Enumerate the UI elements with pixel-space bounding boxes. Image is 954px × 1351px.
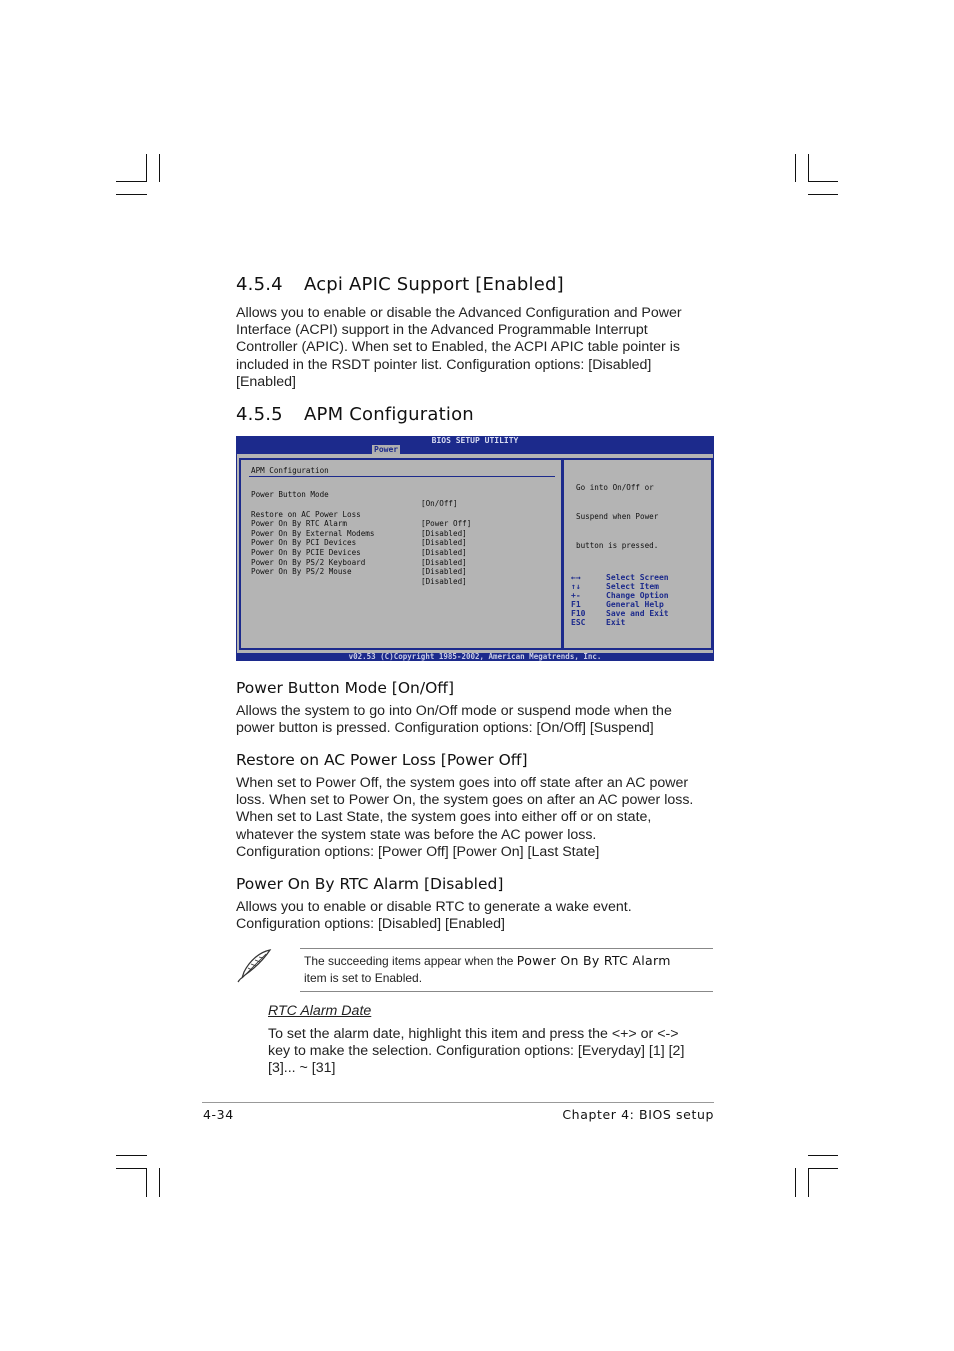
text-line: whatever the system state was before the AC power loss. (236, 826, 597, 843)
section-number: 4.5.5 (236, 404, 283, 425)
chapter-label: Chapter 4: BIOS setup (562, 1107, 714, 1122)
text-line: [Enabled] (236, 373, 296, 390)
key-plus-minus: +- (571, 591, 581, 600)
key-desc: Exit (606, 618, 626, 627)
bios-item-value[interactable]: [Disabled] (421, 547, 467, 557)
crop-mark (116, 194, 147, 195)
crop-mark (116, 1168, 147, 1169)
text-line: Allows you to enable or disable RTC to generate a wake event. (236, 899, 632, 915)
text-line: Configuration options: [Disabled] [Enabled] (236, 916, 505, 933)
crop-mark (808, 1168, 809, 1197)
text-line: To set the alarm date, highlight this item and press the <+> or <-> (268, 1026, 679, 1042)
help-line: button is pressed. (576, 540, 659, 550)
crop-mark (808, 1155, 838, 1156)
bios-item-value[interactable]: [Disabled] (421, 528, 467, 538)
crop-mark (795, 1168, 796, 1197)
crop-mark (808, 154, 809, 182)
key-esc: ESC (571, 618, 586, 627)
text-line: Allows the system to go into On/Off mode or suspend mode when the (236, 703, 672, 719)
bios-item-label: Restore on AC Power Loss (251, 509, 361, 519)
bios-item-ps2-mouse[interactable] (251, 558, 551, 586)
crop-mark (146, 154, 147, 182)
restore-ac-paragraph (236, 775, 706, 861)
page-number: 4-34 (203, 1107, 234, 1122)
key-f10: F10 (571, 609, 586, 618)
quill-pen-icon (236, 948, 272, 984)
bios-section-title: APM Configuration (251, 466, 329, 475)
section-heading-acpi-apic (236, 274, 564, 295)
crop-mark (116, 1155, 147, 1156)
text-line: power button is pressed. Configuration options: [On/Off] [Suspend] (236, 720, 654, 737)
crop-mark (808, 1168, 838, 1169)
bios-item-value[interactable]: [On/Off] (421, 499, 458, 509)
bios-item-value[interactable]: [Disabled] (421, 557, 467, 567)
help-line: Go into On/Off or (576, 483, 654, 493)
bios-item-value[interactable]: [Disabled] (421, 538, 467, 548)
text-line: [3]... ~ [31] (268, 1060, 336, 1077)
bios-title: BIOS SETUP UTILITY (431, 436, 519, 445)
crop-mark (159, 154, 160, 182)
power-button-paragraph (236, 703, 706, 737)
bios-item-value[interactable]: [Disabled] (421, 576, 467, 586)
bios-item-label: Power On By External Modems (251, 528, 375, 538)
section-title: Acpi APIC Support [Enabled] (304, 274, 564, 295)
bios-help-panel (562, 458, 713, 650)
subheading-restore-ac: Restore on AC Power Loss [Power Off] (236, 751, 528, 769)
rtc-alarm-paragraph (236, 899, 706, 933)
section-title: APM Configuration (304, 404, 474, 425)
note-top-rule (300, 948, 713, 949)
bios-item-label: Power On By PCI Devices (251, 538, 357, 548)
bios-settings-panel (239, 458, 563, 650)
footer-rule (202, 1102, 714, 1103)
subheading-power-button-mode: Power Button Mode [On/Off] (236, 679, 455, 697)
acpi-apic-paragraph (236, 305, 706, 391)
text-line: Interface (ACPI) support in the Advanced Programmable Interrupt (236, 322, 648, 339)
text-line: When set to Last State, the system goes into either off or on state, (236, 809, 652, 826)
arrow-up-down-icon: ↑↓ (571, 582, 581, 591)
key-desc: Select Item (606, 582, 659, 591)
key-desc: Save and Exit (606, 609, 669, 618)
bios-item-label: Power On By PCIE Devices (251, 547, 361, 557)
text-line: Configuration options: [Power Off] [Power On] [Last State] (236, 843, 600, 860)
crop-mark (808, 181, 838, 182)
text-line: included in the RSDT pointer list. Configuration options: [Disabled] (236, 356, 652, 373)
subheading-rtc-alarm-date: RTC Alarm Date (268, 1003, 372, 1019)
tab-power[interactable]: Power (374, 445, 399, 454)
crop-mark (116, 181, 147, 182)
section-number: 4.5.4 (236, 274, 283, 295)
text-line: Allows you to enable or disable the Advanced Configuration and Power (236, 305, 682, 321)
bios-copyright: v02.53 (C)Copyright 1985-2002, American Megatrends, Inc. (348, 652, 602, 661)
section-heading-apm (236, 404, 474, 425)
key-desc: General Help (606, 600, 664, 609)
crop-mark (808, 194, 838, 195)
crop-mark (795, 154, 796, 182)
bios-item-value[interactable]: [Power Off] (421, 519, 472, 529)
note-bottom-rule (300, 991, 713, 992)
divider (249, 476, 555, 477)
text-line: loss. When set to Power On, the system goes on after an AC power loss. (236, 792, 694, 809)
note-text (304, 953, 709, 986)
bios-item-value[interactable]: [Disabled] (421, 567, 467, 577)
text-line: key to make the selection. Configuration options: [Everyday] [1] [2] (268, 1043, 685, 1060)
key-desc: Change Option (606, 591, 669, 600)
rtc-date-paragraph (268, 1026, 708, 1078)
bios-screenshot (236, 436, 714, 661)
bios-screen (237, 454, 713, 653)
help-line: Suspend when Power (576, 511, 659, 521)
text-line: When set to Power Off, the system goes into off state after an AC power (236, 775, 689, 791)
bios-item-label: Power On By PS/2 Mouse (251, 567, 352, 577)
bios-item-power-button-mode[interactable] (251, 480, 551, 509)
bios-help-text (576, 464, 658, 570)
text-line: Controller (APIC). When set to Enabled, the ACPI APIC table pointer is (236, 339, 680, 356)
key-desc: Select Screen (606, 573, 669, 582)
note-text-pre: The succeeding items appear when the (304, 954, 517, 968)
key-f1: F1 (571, 600, 581, 609)
crop-mark (159, 1168, 160, 1197)
bios-item-label: Power Button Mode (251, 489, 329, 499)
bios-item-label: Power On By RTC Alarm (251, 519, 348, 529)
note-text-post: item is set to Enabled. (304, 970, 423, 985)
subheading-rtc-alarm: Power On By RTC Alarm [Disabled] (236, 875, 504, 893)
note-emphasis: Power On By RTC Alarm (516, 953, 671, 968)
crop-mark (146, 1168, 147, 1197)
arrow-left-right-icon: ←→ (571, 573, 581, 582)
bios-item-label: Power On By PS/2 Keyboard (251, 557, 366, 567)
